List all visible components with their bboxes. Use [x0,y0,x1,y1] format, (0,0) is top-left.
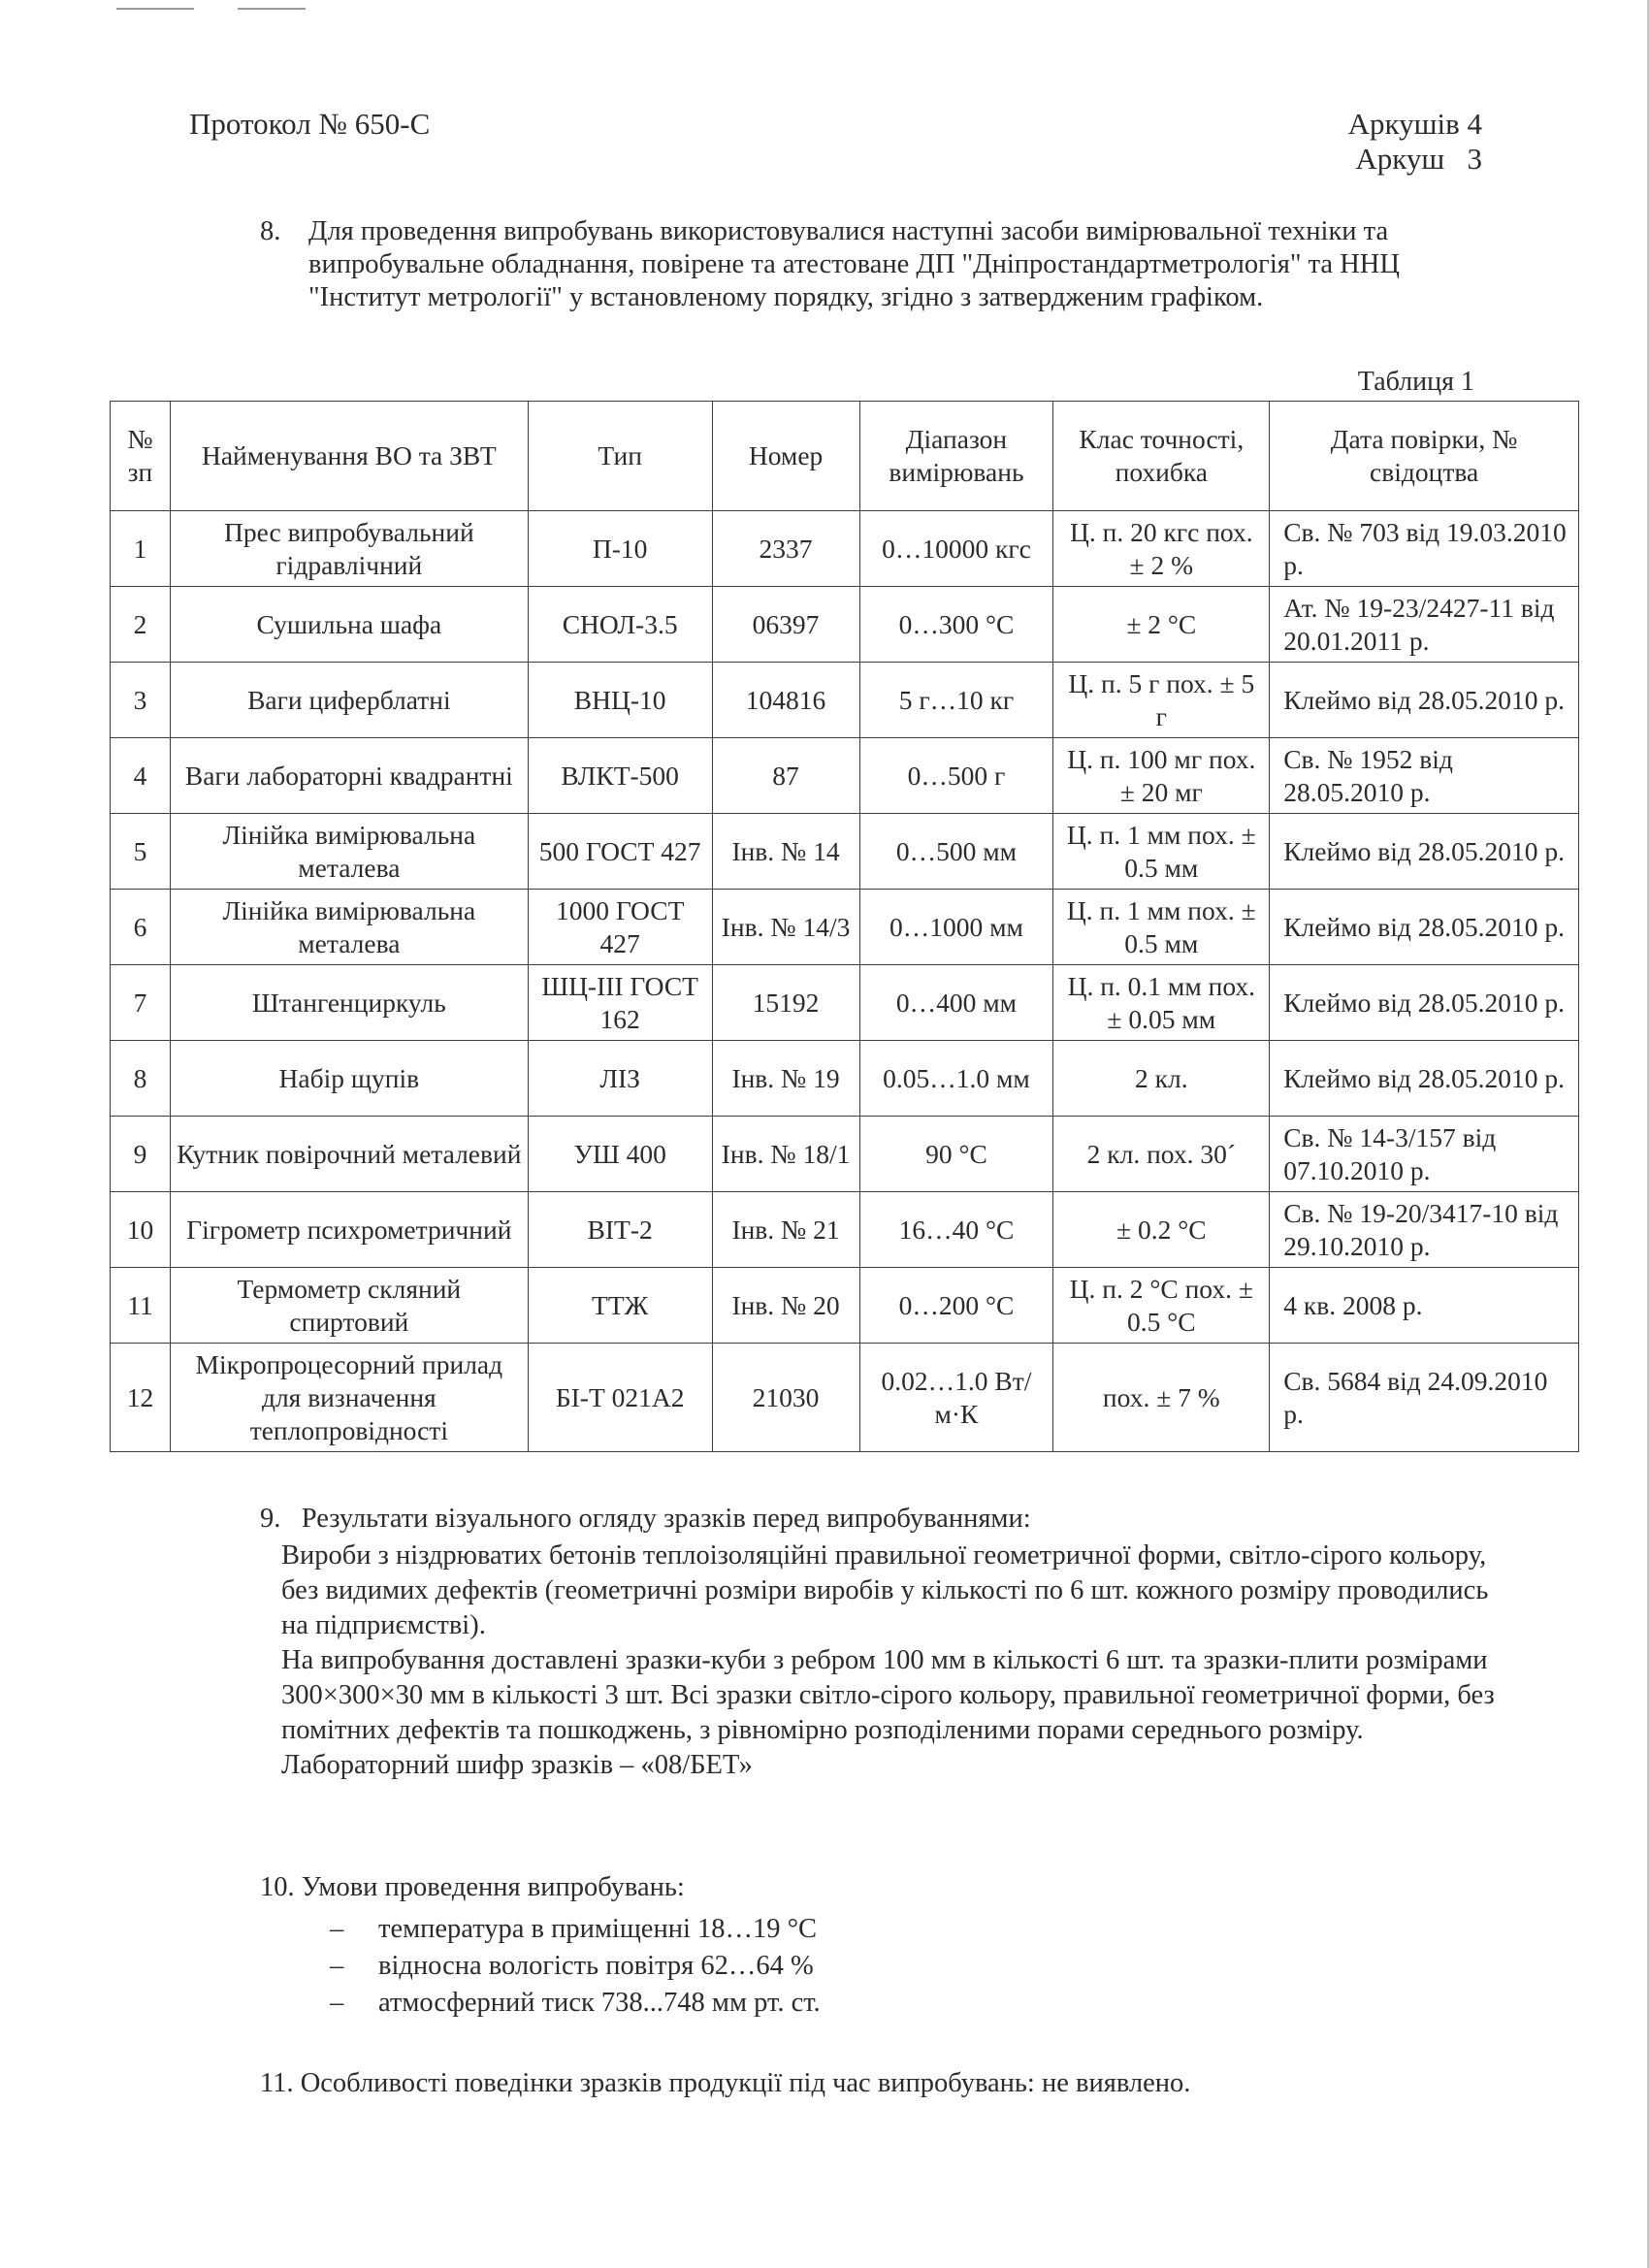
cell-verification: Св. № 19-20/3417-10 від 29.10.2010 р. [1270,1192,1579,1268]
cell-range: 90 °С [859,1117,1053,1192]
table-caption: Таблиця 1 [1357,367,1474,397]
table-row [111,965,1579,1041]
table-row [111,1344,1579,1452]
cell-number: 21030 [712,1344,859,1452]
cell-num: 4 [111,738,171,814]
cell-name: Лінійка вимірювальна металева [170,890,528,965]
condition-text: температура в приміщенні 18…19 °С [378,1914,818,1944]
cell-type: ЛІЗ [528,1041,712,1117]
cell-name: Прес випробувальний гідравлічний [170,511,528,587]
section-8-number: 8. [260,216,281,246]
cell-name: Ваги циферблатні [170,663,528,738]
cell-num: 11 [111,1268,171,1344]
cell-name: Кутник повірочний металевий [170,1117,528,1192]
equipment-table [110,401,1579,1452]
cell-range: 16…40 °С [859,1192,1053,1268]
cell-name: Штангенциркуль [170,965,528,1041]
cell-number: Інв. № 21 [712,1192,859,1268]
table-row [111,1192,1579,1268]
cell-accuracy: Ц. п. 2 °С пох. ± 0.5 °С [1053,1268,1270,1344]
cell-num: 10 [111,1192,171,1268]
cell-name: Сушильна шафа [170,587,528,663]
section-10-heading: 10. Умови проведення випробувань: [260,1872,685,1902]
cell-type: СНОЛ-3.5 [528,587,712,663]
cell-range: 0…500 г [859,738,1053,814]
cell-name: Набір щупів [170,1041,528,1117]
cell-verification: Св. 5684 від 24.09.2010 р. [1270,1344,1579,1452]
cell-type: БІ-Т 021А2 [528,1344,712,1452]
table-row [111,890,1579,965]
cell-range: 0.02…1.0 Вт/м·К [859,1344,1053,1452]
cell-num: 7 [111,965,171,1041]
cell-type: ТТЖ [528,1268,712,1344]
cell-num: 1 [111,511,171,587]
header-number: Номер [712,402,859,511]
cell-accuracy: 2 кл. пох. 30´ [1053,1117,1270,1192]
cell-number: Інв. № 14 [712,814,859,890]
header-num: № зп [111,402,171,511]
header-type: Тип [528,402,712,511]
section-11: 11. Особливості поведінки зразків продукції під час випробувань: не виявлено. [260,2068,1191,2098]
cell-num: 8 [111,1041,171,1117]
cell-accuracy: Ц. п. 0.1 мм пох. ± 0.05 мм [1053,965,1270,1041]
cell-range: 5 г…10 кг [859,663,1053,738]
cell-name: Мікропроцесорний прилад для визначення теплопровідності [170,1344,528,1452]
cell-range: 0…200 °С [859,1268,1053,1344]
cell-accuracy: Ц. п. 5 г пох. ± 5 г [1053,663,1270,738]
sheet-current: Аркуш 3 [1355,142,1482,176]
dash-bullet: – [330,1914,344,1944]
cell-verification: Клеймо від 28.05.2010 р. [1270,965,1579,1041]
scan-artifact-line [116,8,194,10]
sheet-info [1348,107,1482,177]
section-9-paragraph: Вироби з ніздрюватих бетонів теплоізоляційні правильної геометричної форми, світло-сірого кольору, без видимих дефектів (геометричні розміри виробів у кількості по 6 шт. кожного розміру проводились на підприємстві). [281,1540,1489,1640]
cell-number: 104816 [712,663,859,738]
cell-verification: Св. № 703 від 19.03.2010 р. [1270,511,1579,587]
section-8-text: Для проведення випробувань використовувалися наступні засоби вимірювальної техніки та випробувальне обладнання, повірене та атестоване ДП "Дніпростандартметрологія" та ННЦ "Інститут метрології" у встановленому порядку, згідно з затвердженим графіком. [308,216,1400,312]
section-10 [260,1870,1502,2022]
dash-bullet: – [330,1988,344,2018]
cell-verification: Св. № 14-3/157 від 07.10.2010 р. [1270,1117,1579,1192]
cell-accuracy: Ц. п. 100 мг пох. ± 20 мг [1053,738,1270,814]
cell-type: ШЦ-ІІІ ГОСТ 162 [528,965,712,1041]
table-row [111,738,1579,814]
cell-type: ВНЦ-10 [528,663,712,738]
table-row [111,1041,1579,1117]
cell-verification: 4 кв. 2008 р. [1270,1268,1579,1344]
cell-accuracy: Ц. п. 20 кгс пох. ± 2 % [1053,511,1270,587]
cell-verification: Клеймо від 28.05.2010 р. [1270,663,1579,738]
section-9 [260,1502,1502,1783]
table-row [111,1117,1579,1192]
section-9-heading: 9. Результати візуального огляду зразків перед випробуваннями: [260,1504,1031,1534]
cell-range: 0…10000 кгс [859,511,1053,587]
cell-name: Гігрометр психрометричний [170,1192,528,1268]
cell-range: 0…1000 мм [859,890,1053,965]
cell-name: Ваги лабораторні квадрантні [170,738,528,814]
cell-num: 6 [111,890,171,965]
cell-num: 3 [111,663,171,738]
list-item [330,1911,1502,1948]
cell-num: 12 [111,1344,171,1452]
cell-num: 5 [111,814,171,890]
cell-num: 9 [111,1117,171,1192]
list-item [330,1985,1502,2022]
cell-accuracy: пох. ± 7 % [1053,1344,1270,1452]
cell-range: 0…500 мм [859,814,1053,890]
header-range: Діапазон вимірювань [859,402,1053,511]
cell-range: 0…300 °С [859,587,1053,663]
conditions-list [260,1911,1502,2022]
table-row [111,814,1579,890]
cell-verification: Клеймо від 28.05.2010 р. [1270,814,1579,890]
cell-accuracy: Ц. п. 1 мм пох. ± 0.5 мм [1053,814,1270,890]
section-8 [260,215,1463,314]
table-header-row [111,402,1579,511]
cell-type: 500 ГОСТ 427 [528,814,712,890]
table-row [111,1268,1579,1344]
cell-name: Термометр скляний спиртовий [170,1268,528,1344]
section-9-paragraph: На випробування доставлені зразки-куби з ребром 100 мм в кількості 6 шт. та зразки-плити розмірами 300×300×30 мм в кількості 3 шт. Всі зразки світло-сірого кольору, правильної геометричної форми, без помітних дефектів та пошкоджень, з рівномірно розподіленими порами середнього розміру. [281,1645,1495,1745]
cell-type: ВІТ-2 [528,1192,712,1268]
cell-number: Інв. № 20 [712,1268,859,1344]
protocol-number: Протокол № 650-С [189,107,431,141]
table-row [111,663,1579,738]
cell-accuracy: ± 2 °С [1053,587,1270,663]
condition-text: атмосферний тиск 738...748 мм рт. ст. [378,1988,821,2018]
cell-number: 87 [712,738,859,814]
cell-number: 15192 [712,965,859,1041]
cell-number: 06397 [712,587,859,663]
cell-accuracy: ± 0.2 °С [1053,1192,1270,1268]
cell-type: УШ 400 [528,1117,712,1192]
cell-range: 0.05…1.0 мм [859,1041,1053,1117]
cell-verification: Клеймо від 28.05.2010 р. [1270,1041,1579,1117]
cell-number: Інв. № 19 [712,1041,859,1117]
header-name: Найменування ВО та ЗВТ [170,402,528,511]
header-accuracy: Клас точності, похибка [1053,402,1270,511]
dash-bullet: – [330,1951,344,1981]
cell-verification: Ат. № 19-23/2427-11 від 20.01.2011 р. [1270,587,1579,663]
table-row [111,587,1579,663]
cell-type: ВЛКТ-500 [528,738,712,814]
list-item [330,1948,1502,1985]
cell-type: П-10 [528,511,712,587]
cell-accuracy: Ц. п. 1 мм пох. ± 0.5 мм [1053,890,1270,965]
cell-type: 1000 ГОСТ 427 [528,890,712,965]
scan-artifact-line [238,8,306,10]
section-9-cipher: Лабораторний шифр зразків – «08/БЕТ» [281,1750,753,1780]
condition-text: відносна вологість повітря 62…64 % [378,1951,814,1981]
sheets-total: Аркушів 4 [1347,107,1482,141]
cell-number: Інв. № 14/3 [712,890,859,965]
cell-name: Лінійка вимірювальна металева [170,814,528,890]
cell-verification: Клеймо від 28.05.2010 р. [1270,890,1579,965]
header-verification: Дата повірки, № свідоцтва [1270,402,1579,511]
cell-accuracy: 2 кл. [1053,1041,1270,1117]
table-row [111,511,1579,587]
cell-range: 0…400 мм [859,965,1053,1041]
cell-number: 2337 [712,511,859,587]
cell-number: Інв. № 18/1 [712,1117,859,1192]
cell-num: 2 [111,587,171,663]
cell-verification: Св. № 1952 від 28.05.2010 р. [1270,738,1579,814]
